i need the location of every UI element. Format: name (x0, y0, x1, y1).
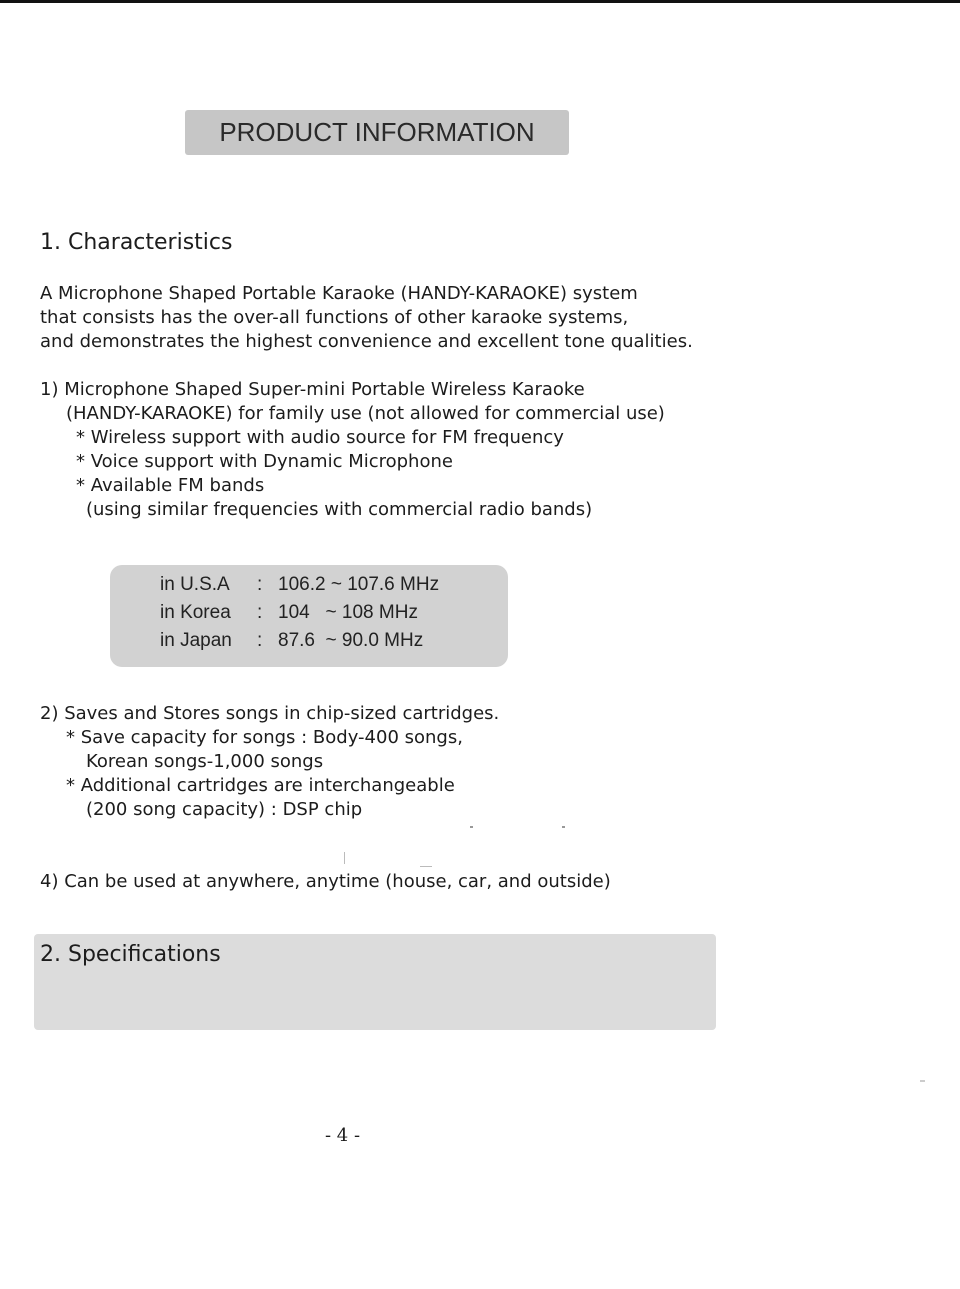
top-border (0, 0, 960, 3)
freq-separator: : (257, 574, 263, 595)
scan-speck (344, 852, 345, 864)
item1-line-1: 1) Microphone Shaped Super-mini Portable Wireless Karaoke (40, 379, 585, 400)
freq-separator: : (257, 602, 263, 623)
page-title: PRODUCT INFORMATION (185, 110, 569, 155)
intro-line-1: A Microphone Shaped Portable Karaoke (HANDY-KARAOKE) system (40, 283, 638, 304)
section-heading-specifications: 2. Specifications (40, 942, 221, 967)
specifications-section (34, 934, 716, 1030)
item2-bullet-2: * Additional cartridges are interchangeable (66, 775, 455, 796)
fm-frequency-table (110, 565, 508, 667)
freq-range: 104 ~ 108 MHz (278, 602, 418, 623)
item2-bullet-1-cont: Korean songs-1,000 songs (86, 751, 324, 772)
intro-line-2: that consists has the over-all functions of other karaoke systems, (40, 307, 629, 328)
section-heading-characteristics: 1. Characteristics (40, 230, 233, 255)
item2-bullet-1: * Save capacity for songs : Body-400 songs, (66, 727, 463, 748)
intro-line-3: and demonstrates the highest convenience and excellent tone qualities. (40, 331, 693, 352)
freq-country: in Korea (160, 602, 231, 623)
scan-speck (562, 826, 565, 828)
page-number: - 4 - (325, 1125, 361, 1146)
freq-separator: : (257, 630, 263, 651)
freq-range: 106.2 ~ 107.6 MHz (278, 574, 440, 595)
item1-bullet-1: * Wireless support with audio source for FM frequency (76, 427, 564, 448)
scan-speck (420, 866, 432, 867)
item1-bullet-2: * Voice support with Dynamic Microphone (76, 451, 453, 472)
freq-country: in U.S.A (160, 574, 230, 595)
item2-bullet-2-cont: (200 song capacity) : DSP chip (86, 799, 363, 820)
item1-line-2: (HANDY-KARAOKE) for family use (not allowed for commercial use) (66, 403, 665, 424)
scan-speck (470, 826, 473, 828)
item1-bullet-3-note: (using similar frequencies with commercial radio bands) (86, 499, 593, 520)
scan-speck (920, 1080, 925, 1082)
freq-country: in Japan (160, 630, 232, 651)
item2-line-1: 2) Saves and Stores songs in chip-sized cartridges. (40, 703, 500, 724)
item4-line: 4) Can be used at anywhere, anytime (house, car, and outside) (40, 871, 611, 892)
freq-range: 87.6 ~ 90.0 MHz (278, 630, 424, 651)
item1-bullet-3: * Available FM bands (76, 475, 265, 496)
